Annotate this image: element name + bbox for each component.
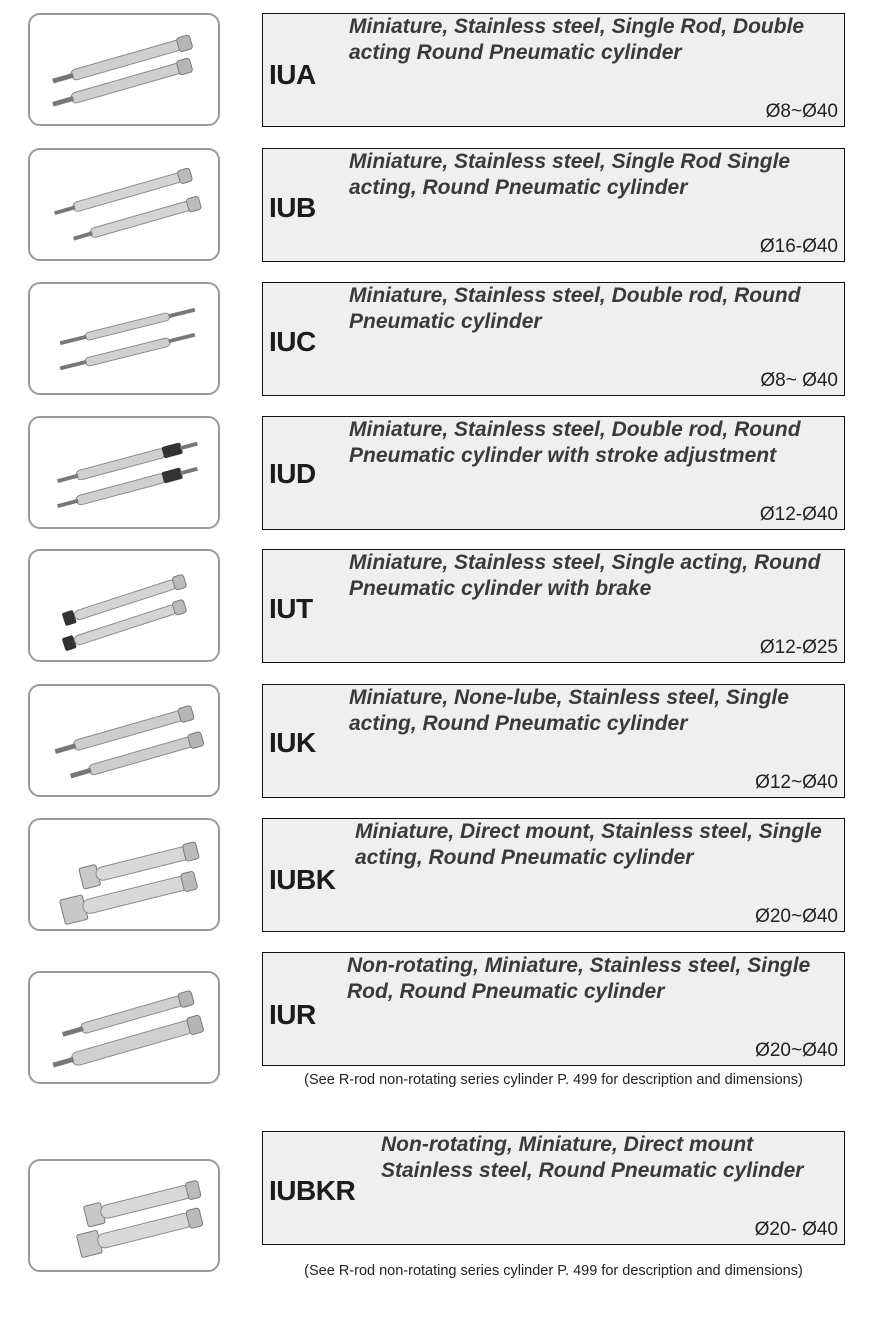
product-photo-iua (28, 13, 220, 126)
product-description: Non-rotating, Miniature, Direct mount Stainless steel, Round Pneumatic cylinder (381, 1133, 804, 1182)
product-code: IUD (269, 458, 316, 489)
product-card-iud (262, 416, 845, 530)
product-photo-iuk (28, 684, 220, 797)
product-card-iuk (262, 684, 845, 798)
cylinder-pair-icon (30, 820, 218, 929)
product-description: Miniature, Stainless steel, Single acting, Round Pneumatic cylinder with brake (349, 551, 821, 600)
product-code: IUB (269, 192, 316, 223)
product-photo-iuc (28, 282, 220, 395)
product-description: Miniature, Stainless steel, Double rod, Round Pneumatic cylinder (349, 284, 801, 333)
product-card-iua (262, 13, 845, 127)
reference-note: (See R-rod non-rotating series cylinder P. 499 for description and dimensions) (304, 1263, 803, 1279)
product-card-iuc (262, 282, 845, 396)
bore-range: Ø8~ Ø40 (760, 370, 838, 391)
product-code: IUC (269, 326, 316, 357)
bore-range: Ø12~Ø40 (755, 772, 838, 793)
bore-range: Ø16-Ø40 (759, 236, 838, 257)
cylinder-pair-icon (30, 150, 218, 259)
bore-range: Ø12-Ø40 (759, 504, 838, 525)
cylinder-pair-icon (30, 284, 218, 393)
product-card-iut (262, 549, 845, 663)
product-photo-iur (28, 971, 220, 1084)
product-description: Non-rotating, Miniature, Stainless steel, Single Rod, Round Pneumatic cylinder (347, 954, 811, 1003)
product-photo-iubk (28, 818, 220, 931)
bore-range: Ø12-Ø25 (759, 637, 838, 658)
bore-range: Ø20~Ø40 (755, 1040, 838, 1061)
product-description: Miniature, Stainless steel, Double rod, Round Pneumatic cylinder with stroke adjustment (349, 418, 801, 467)
product-code: IUK (269, 727, 316, 758)
product-code: IUBKR (269, 1175, 356, 1206)
product-description: Miniature, Stainless steel, Single Rod Single acting, Round Pneumatic cylinder (349, 150, 791, 199)
product-code: IUA (269, 59, 316, 90)
cylinder-pair-icon (30, 551, 218, 660)
cylinder-pair-icon (30, 686, 218, 795)
product-code: IUT (269, 593, 313, 624)
product-description: Miniature, None-lube, Stainless steel, Single acting, Round Pneumatic cylinder (349, 686, 789, 735)
product-photo-iub (28, 148, 220, 261)
product-photo-iubkr (28, 1159, 220, 1272)
product-card-iub (262, 148, 845, 262)
product-photo-iut (28, 549, 220, 662)
cylinder-pair-icon (30, 973, 218, 1082)
cylinder-pair-icon (30, 418, 218, 527)
product-code: IUR (269, 999, 316, 1030)
bore-range: Ø20~Ø40 (755, 906, 838, 927)
product-description: Miniature, Direct mount, Stainless steel, Single acting, Round Pneumatic cylinder (355, 820, 822, 869)
product-description: Miniature, Stainless steel, Single Rod, Double acting Round Pneumatic cylinder (349, 15, 805, 64)
cylinder-pair-icon (30, 1161, 218, 1270)
bore-range: Ø20- Ø40 (754, 1219, 838, 1240)
cylinder-pair-icon (30, 15, 218, 124)
product-card-iubkr (262, 1131, 845, 1245)
bore-range: Ø8~Ø40 (765, 101, 838, 122)
product-card-iubk (262, 818, 845, 932)
product-photo-iud (28, 416, 220, 529)
reference-note: (See R-rod non-rotating series cylinder P. 499 for description and dimensions) (304, 1072, 803, 1088)
product-code: IUBK (269, 864, 336, 895)
product-card-iur (262, 952, 845, 1066)
